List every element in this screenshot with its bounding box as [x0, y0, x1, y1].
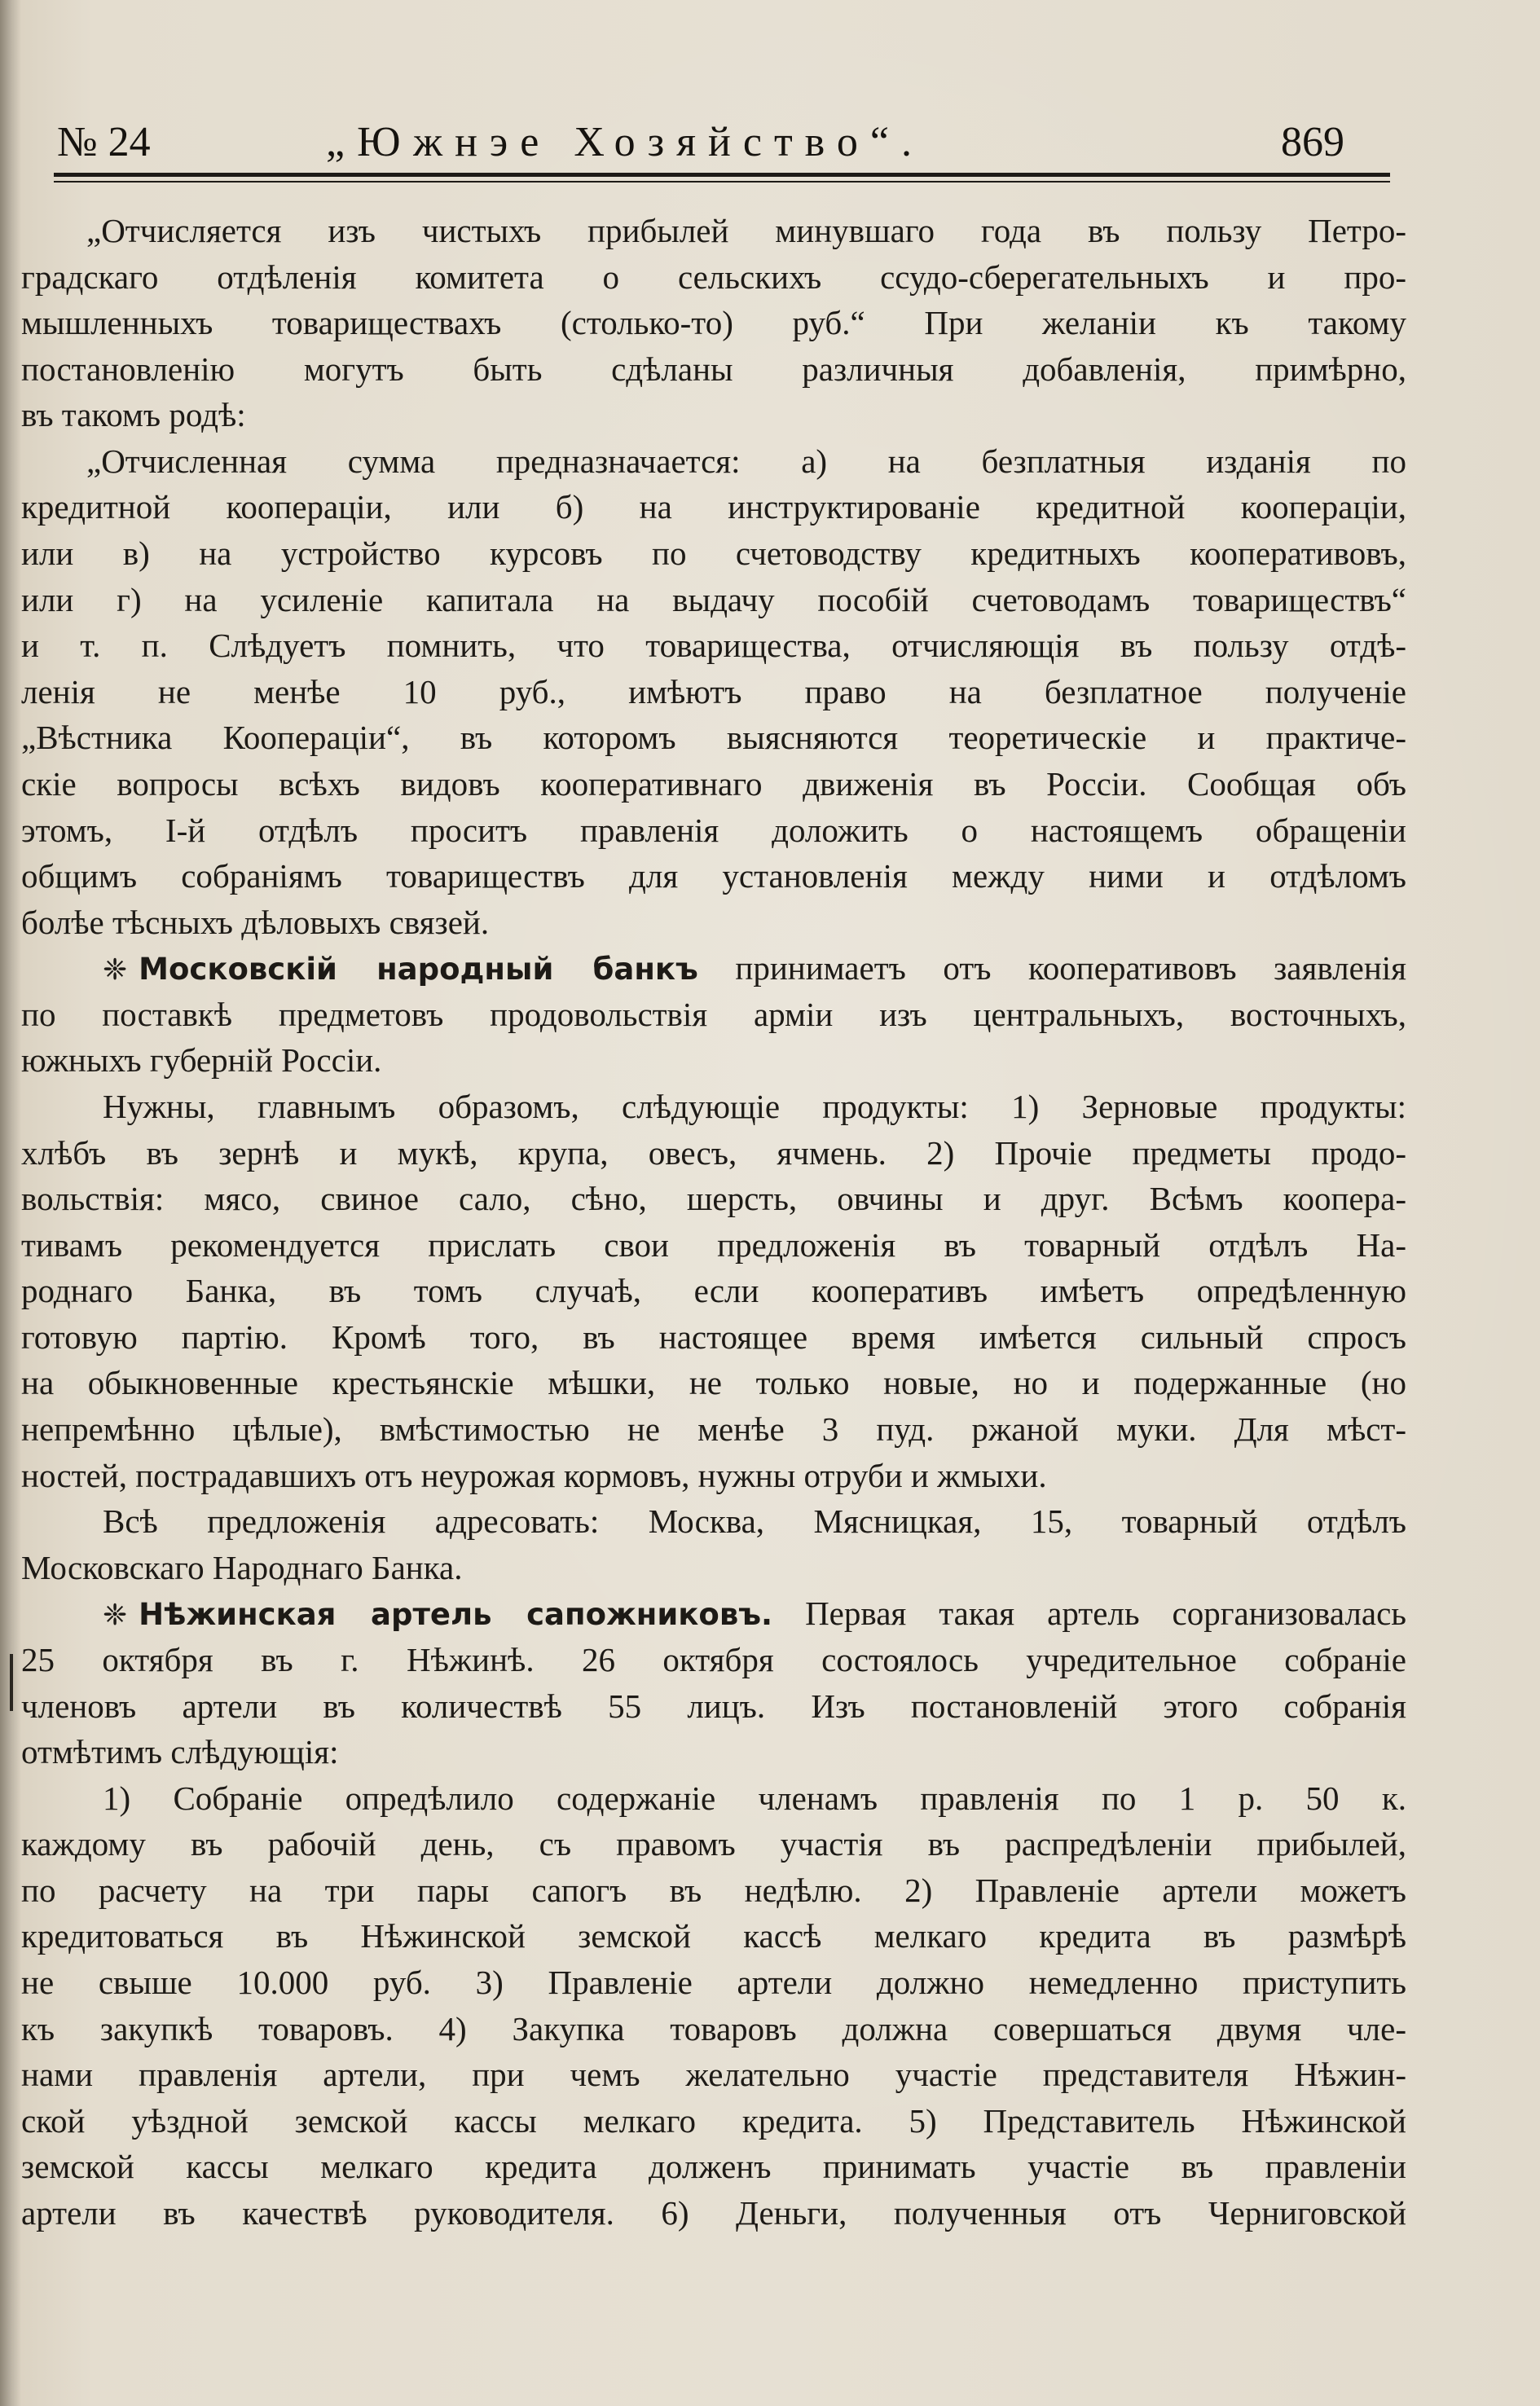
- text-line: скіе вопросы всѣхъ видовъ кооперативнаго движенія въ Россіи. Сообщая объ: [21, 764, 1406, 803]
- text-line: ской уѣздной земской кассы мелкаго кредита. 5) Представитель Нѣжинской: [21, 2101, 1406, 2140]
- header-rule-thick: [54, 173, 1390, 177]
- text-fragment: Первая такая артель сорганизовалась: [805, 1594, 1406, 1633]
- section-heading-line: [21, 945, 1406, 992]
- text-line: и т. п. Слѣдуетъ помнить, что товарищества, отчисляющія въ пользу отдѣ-: [21, 627, 1406, 665]
- text-line: къ закупкѣ товаровъ. 4) Закупка товаровъ должна совершаться двумя чле-: [21, 2009, 1406, 2048]
- text-line: на обыкновенные крестьянскіе мѣшки, не только новые, но и подержанные (но: [21, 1364, 1406, 1402]
- issue-number: № 24: [57, 119, 151, 165]
- text-line: земской кассы мелкаго кредита долженъ принимать участіе въ правленіи: [21, 2148, 1406, 2186]
- text-line: ностей, пострадавшихъ отъ неурожая кормовъ, нужны отруби и жмыхи.: [21, 1456, 1047, 1494]
- text-line: членовъ артели въ количествѣ 55 лицъ. Изъ постановленій этого собранія: [21, 1687, 1406, 1725]
- text-line: „Отчисляется изъ чистыхъ прибылей минувшаго года въ пользу Петро-: [86, 212, 1406, 249]
- text-line: по расчету на три пары сапогъ въ недѣлю. 2) Правленіе артели можетъ: [21, 1871, 1406, 1909]
- text-line: или в) на устройство курсовъ по счетоводству кредитныхъ кооперативовъ,: [21, 534, 1406, 573]
- section-heading-line: [21, 1590, 1406, 1637]
- text-line: ленія не менѣе 10 руб., имѣютъ право на безплатное полученіе: [21, 672, 1406, 710]
- text-line: непремѣнно цѣлые), вмѣстимостью не менѣе 3 пуд. ржаной муки. Для мѣст-: [21, 1410, 1406, 1449]
- text-line: Всѣ предложенія адресовать: Москва, Мясницкая, 15, товарный отдѣлъ: [103, 1502, 1406, 1541]
- text-line: „Вѣстника Коопераціи“, въ которомъ выясняются теоретическіе и практиче-: [21, 719, 1406, 757]
- article-body: [21, 208, 1406, 2236]
- section-heading: Нѣжинская артель сапожниковъ.: [139, 1597, 773, 1633]
- text-line: общимъ собраніямъ товариществъ для установленія между ними и отдѣломъ: [21, 857, 1406, 895]
- text-line: мышленныхъ товариществахъ (столько-то) руб.“ При желаніи къ такому: [21, 304, 1406, 342]
- text-line: этомъ, І-й отдѣлъ проситъ правленія доложить о настоящемъ обращеніи: [21, 811, 1406, 849]
- header-rule-thin: [54, 181, 1390, 183]
- text-line: хлѣбъ въ зернѣ и мукѣ, крупа, овесъ, ячмень. 2) Прочіе предметы продо-: [21, 1133, 1406, 1172]
- text-line: готовую партію. Кромѣ того, въ настоящее время имѣется сильный спросъ: [21, 1317, 1406, 1356]
- text-line: тивамъ рекомендуется прислать свои предложенія въ товарный отдѣлъ На-: [21, 1225, 1406, 1264]
- ornament-icon: ❈: [103, 1599, 128, 1633]
- text-line: кредитоваться въ Нѣжинской земской кассѣ мелкаго кредита въ размѣрѣ: [21, 1917, 1406, 1955]
- text-line: не свыше 10.000 руб. 3) Правленіе артели должно немедленно приступить: [21, 1963, 1406, 2001]
- text-line: болѣе тѣсныхъ дѣловыхъ связей.: [21, 903, 490, 941]
- section-heading: Московскій народный банкъ: [139, 952, 698, 987]
- text-line: вольствія: мясо, свиное сало, сѣно, шерсть, овчины и друг. Всѣмъ коопера-: [21, 1180, 1406, 1218]
- text-line: артели въ качествѣ руководителя. 6) Деньги, полученныя отъ Черниговской: [21, 2193, 1406, 2232]
- journal-title: „Южнэе Хозяйство“.: [326, 119, 924, 165]
- ornament-icon: ❈: [103, 953, 128, 987]
- text-line: Нужны, главнымъ образомъ, слѣдующіе продукты: 1) Зерновые продукты:: [103, 1087, 1406, 1125]
- text-line: южныхъ губерній Россіи.: [21, 1041, 382, 1080]
- text-fragment: принимаетъ отъ кооперативовъ заявленія: [735, 949, 1406, 987]
- text-line: въ такомъ родѣ:: [21, 396, 246, 434]
- text-line: нами правленія артели, при чемъ желательно участіе представителя Нѣжин-: [21, 2056, 1406, 2094]
- text-line: каждому въ рабочій день, съ правомъ участія въ распредѣленіи прибылей,: [21, 1825, 1406, 1863]
- text-line: роднаго Банка, въ томъ случаѣ, если кооперативъ имѣетъ опредѣленную: [21, 1272, 1406, 1310]
- binding-shadow: [0, 0, 21, 2406]
- text-line: кредитной коопераціи, или б) на инструктированіе кредитной коопераціи,: [21, 488, 1406, 526]
- text-line: отмѣтимъ слѣдующія:: [21, 1733, 339, 1771]
- page-number: 869: [1281, 119, 1344, 165]
- text-line: 1) Собраніе опредѣлило содержаніе членамъ правленія по 1 р. 50 к.: [103, 1779, 1406, 1817]
- margin-mark: [10, 1654, 13, 1711]
- text-line: или г) на усиленіе капитала на выдачу пособій счетоводамъ товариществъ“: [21, 580, 1406, 618]
- text-line: Московскаго Народнаго Банка.: [21, 1548, 463, 1586]
- text-line: „Отчисленная сумма предназначается: а) на безплатныя изданія по: [86, 442, 1406, 480]
- text-line: градскаго отдѣленія комитета о сельскихъ ссудо-сберегательныхъ и про-: [21, 257, 1406, 296]
- text-line: постановленію могутъ быть сдѣланы различныя добавленія, примѣрно,: [21, 350, 1406, 388]
- text-line: 25 октября въ г. Нѣжинѣ. 26 октября состоялось учредительное собраніе: [21, 1640, 1406, 1678]
- text-line: по поставкѣ предметовъ продовольствія арміи изъ центральныхъ, восточныхъ,: [21, 995, 1406, 1033]
- running-header: [57, 114, 1344, 171]
